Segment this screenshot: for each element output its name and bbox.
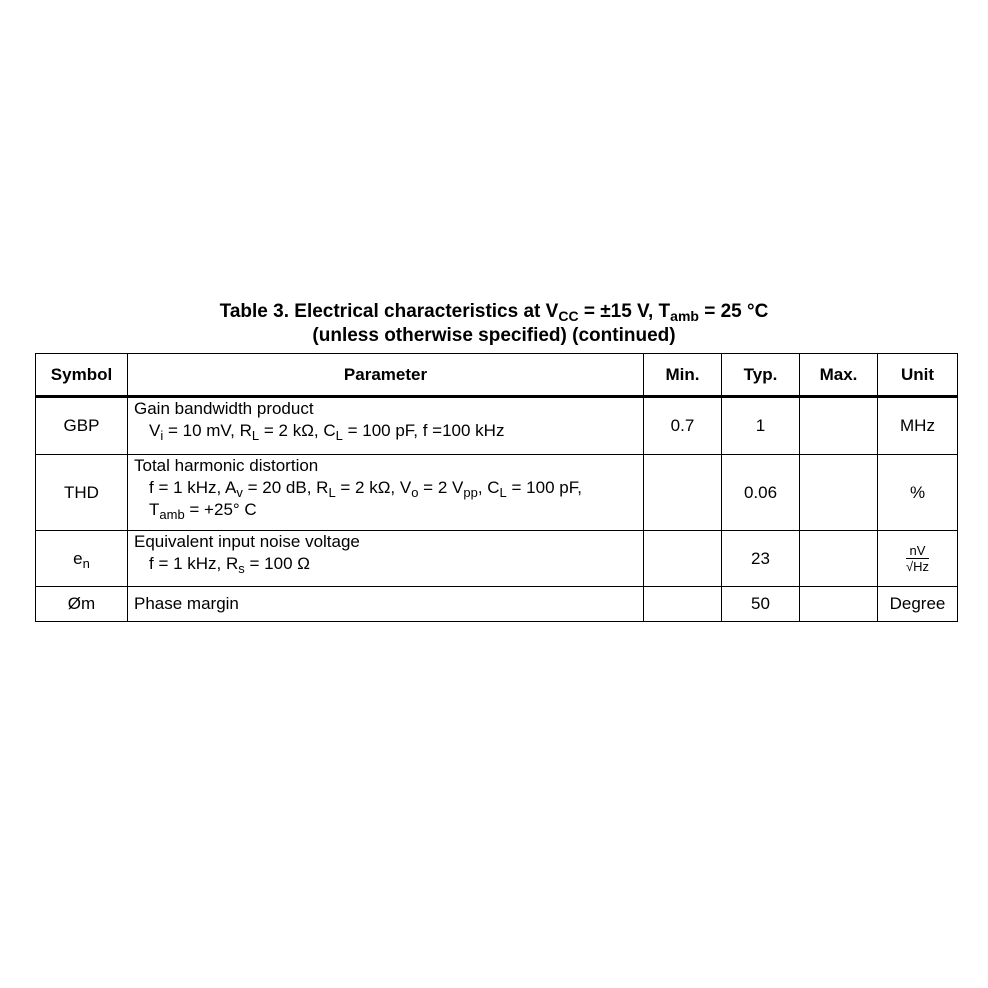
min-cell [644, 587, 722, 622]
test-condition [134, 420, 637, 442]
table-row-gbp [36, 397, 958, 455]
parameter-name: Equivalent input noise voltage [134, 532, 360, 551]
condition-subscript: i [160, 428, 164, 443]
electrical-characteristics-table [35, 353, 958, 622]
parameter-cell [128, 455, 644, 531]
table-row-en [36, 531, 958, 587]
caption-text: = ±15 V, T [578, 301, 671, 322]
test-condition [134, 553, 637, 575]
condition-subscript: amb [159, 507, 185, 522]
condition-text: = 2 kΩ, C [259, 421, 336, 440]
condition-text: = 100 Ω [244, 554, 310, 573]
header-symbol: Symbol [36, 354, 128, 397]
min-cell: 0.7 [644, 397, 722, 455]
condition-subscript: L [499, 485, 507, 500]
parameter-cell [128, 531, 644, 587]
condition-subscript: o [411, 485, 419, 500]
condition-text: f = 1 kHz, R [149, 554, 239, 573]
unit-cell: Degree [878, 587, 958, 622]
caption-line-1 [0, 300, 988, 324]
test-condition [134, 477, 637, 499]
unit-cell: MHz [878, 397, 958, 455]
unit-fraction [906, 543, 929, 574]
unit-cell [878, 531, 958, 587]
parameter-cell [128, 397, 644, 455]
unit-denominator: √Hz [905, 559, 930, 574]
symbol-main: e [73, 548, 83, 568]
max-cell [800, 397, 878, 455]
condition-subscript: L [328, 485, 336, 500]
header-unit: Unit [878, 354, 958, 397]
condition-subscript: pp [463, 485, 478, 500]
table-row-phase-margin [36, 587, 958, 622]
max-cell [800, 455, 878, 531]
typ-cell: 1 [722, 397, 800, 455]
header-parameter: Parameter [128, 354, 644, 397]
condition-subscript: L [251, 428, 260, 443]
parameter-name: Gain bandwidth product [134, 399, 314, 418]
unit-numerator: nV [906, 543, 929, 559]
min-cell [644, 531, 722, 587]
symbol-cell: GBP [36, 397, 128, 455]
header-max: Max. [800, 354, 878, 397]
typ-cell: 23 [722, 531, 800, 587]
condition-text: V [149, 421, 161, 440]
max-cell [800, 531, 878, 587]
header-row [36, 354, 958, 397]
caption-text: Table 3. Electrical characteristics at V [219, 301, 559, 322]
condition-text: f = 1 kHz, A [149, 478, 237, 497]
unit-cell: % [878, 455, 958, 531]
condition-text: = 10 mV, R [163, 421, 252, 440]
max-cell [800, 587, 878, 622]
table-row-thd [36, 455, 958, 531]
table-caption [0, 300, 988, 348]
condition-subscript: v [236, 485, 243, 500]
condition-text: = 2 kΩ, V [335, 478, 412, 497]
condition-text: = 2 V [418, 478, 464, 497]
header-typ: Typ. [722, 354, 800, 397]
symbol-cell [36, 531, 128, 587]
test-condition [134, 499, 637, 521]
header-min: Min. [644, 354, 722, 397]
parameter-name: Phase margin [134, 594, 239, 613]
condition-text: T [149, 500, 160, 519]
typ-cell: 0.06 [722, 455, 800, 531]
condition-text: = +25° C [184, 500, 257, 519]
parameter-name: Total harmonic distortion [134, 456, 319, 475]
typ-cell: 50 [722, 587, 800, 622]
condition-text: = 100 pF, f =100 kHz [342, 421, 505, 440]
symbol-cell: Øm [36, 587, 128, 622]
condition-text: = 100 pF, [506, 478, 582, 497]
condition-subscript: L [335, 428, 343, 443]
min-cell [644, 455, 722, 531]
condition-text: = 20 dB, R [242, 478, 329, 497]
parameter-cell [128, 587, 644, 622]
caption-line-2: (unless otherwise specified) (continued) [312, 325, 676, 346]
caption-subscript: amb [670, 308, 699, 324]
caption-text: = 25 °C [698, 301, 769, 322]
condition-text: , C [477, 478, 500, 497]
caption-subscript: CC [558, 308, 579, 324]
condition-subscript: s [238, 561, 245, 576]
symbol-subscript: n [82, 555, 90, 571]
symbol-cell: THD [36, 455, 128, 531]
